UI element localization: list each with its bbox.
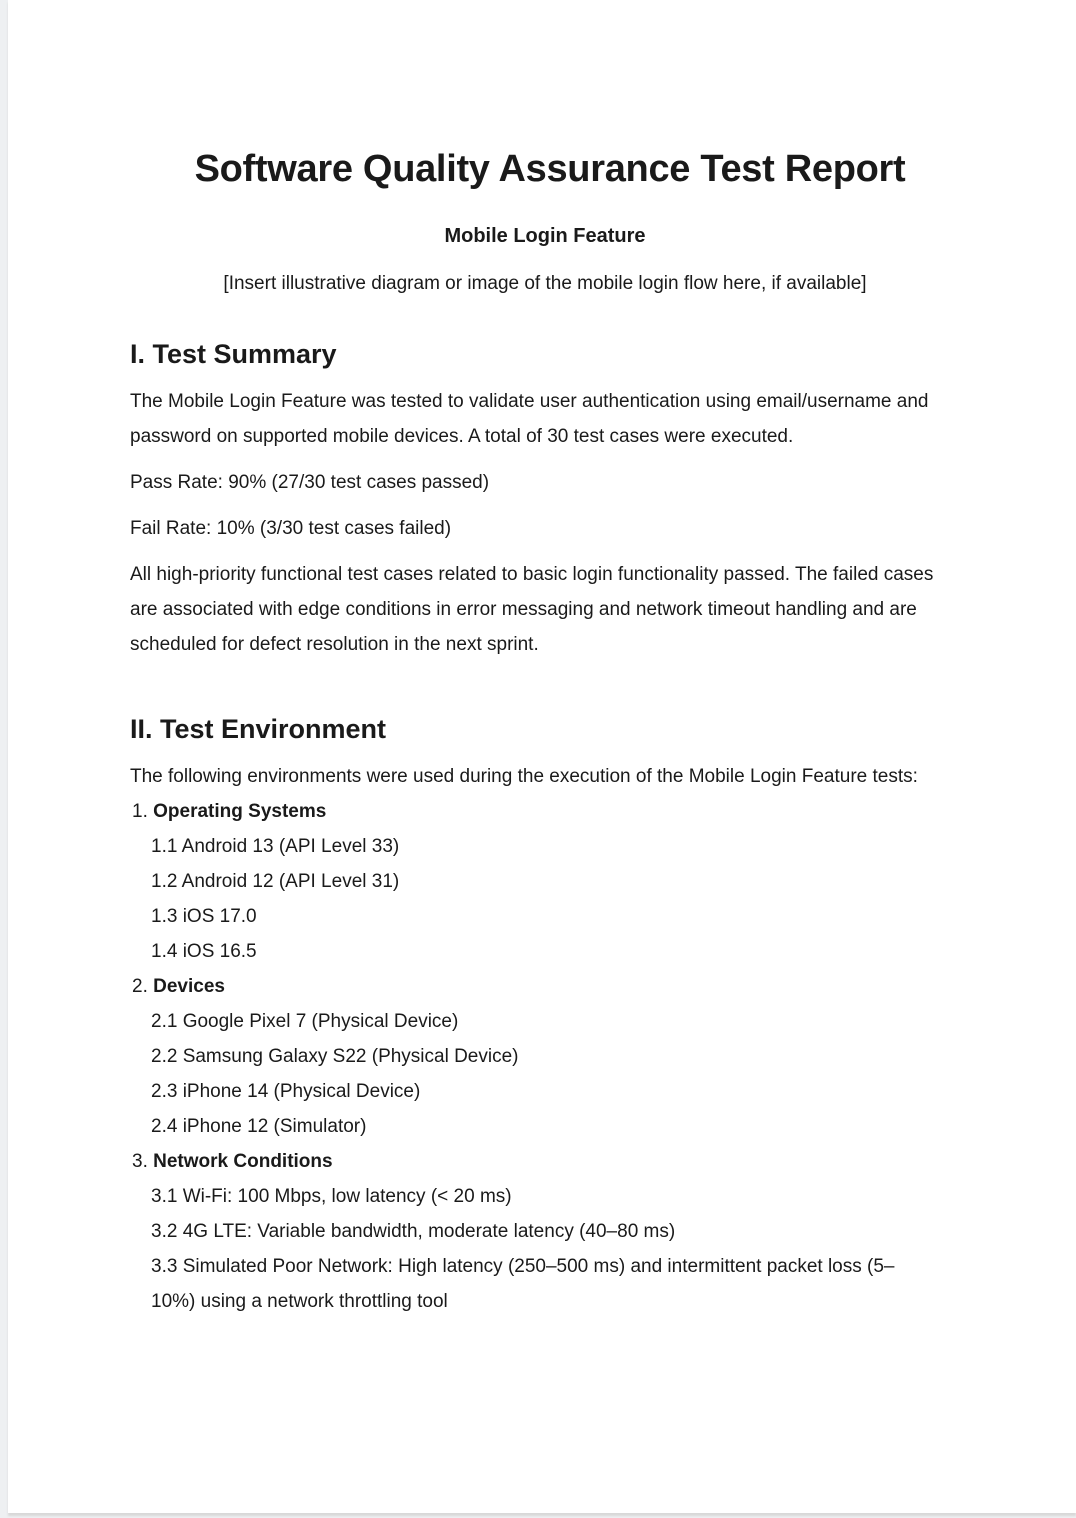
list-item: 3.3 Simulated Poor Network: High latency (250–500 ms) and intermittent packet loss (5–10%) using a network throttling tool	[151, 1256, 895, 1312]
report-subtitle: Mobile Login Feature	[444, 225, 646, 247]
environment-list	[130, 794, 960, 1319]
report-title: Software Quality Assurance Test Report	[194, 148, 906, 190]
list-item: 3.2 4G LTE: Variable bandwidth, moderate latency (40–80 ms)	[151, 1221, 676, 1242]
document-content	[130, 142, 960, 1319]
list-number: 3.	[132, 1151, 148, 1172]
section-heading-test-summary: I. Test Summary	[130, 339, 337, 369]
document-page	[8, 0, 1076, 1513]
list-item: 2.2 Samsung Galaxy S22 (Physical Device)	[151, 1046, 519, 1067]
list-group-title: Operating Systems	[153, 801, 327, 822]
list-item: 1.2 Android 12 (API Level 31)	[151, 871, 400, 892]
list-group-title: Network Conditions	[153, 1151, 333, 1172]
list-number: 2.	[132, 976, 148, 997]
list-item: 1.1 Android 13 (API Level 33)	[151, 836, 400, 857]
summary-conclusion: All high-priority functional test cases related to basic login functionality passed. The failed cases are associated with edge conditions in error messaging and network timeout handling and are scheduled for defect resolution in the next sprint.	[130, 564, 934, 655]
fail-rate: Fail Rate: 10% (3/30 test cases failed)	[130, 518, 452, 539]
summary-paragraph: The Mobile Login Feature was tested to validate user authentication using email/username and password on supported mobile devices. A total of 30 test cases were executed.	[130, 391, 929, 447]
environment-intro: The following environments were used during the execution of the Mobile Login Feature tests:	[130, 766, 918, 787]
list-group-devices	[130, 969, 960, 1004]
pass-rate: Pass Rate: 90% (27/30 test cases passed)	[130, 472, 490, 493]
list-item: 1.3 iOS 17.0	[151, 906, 257, 927]
list-item: 2.1 Google Pixel 7 (Physical Device)	[151, 1011, 459, 1032]
list-item: 2.4 iPhone 12 (Simulator)	[151, 1116, 367, 1137]
image-placeholder-note: [Insert illustrative diagram or image of the mobile login flow here, if available]	[223, 273, 867, 294]
list-group-title: Devices	[153, 976, 225, 997]
list-number: 1.	[132, 801, 148, 822]
section-heading-test-environment: II. Test Environment	[130, 714, 387, 744]
list-group-operating-systems	[130, 794, 960, 829]
list-item: 3.1 Wi-Fi: 100 Mbps, low latency (< 20 ms)	[151, 1186, 512, 1207]
list-group-network-conditions	[130, 1144, 960, 1179]
list-item: 1.4 iOS 16.5	[151, 941, 257, 962]
list-item: 2.3 iPhone 14 (Physical Device)	[151, 1081, 421, 1102]
